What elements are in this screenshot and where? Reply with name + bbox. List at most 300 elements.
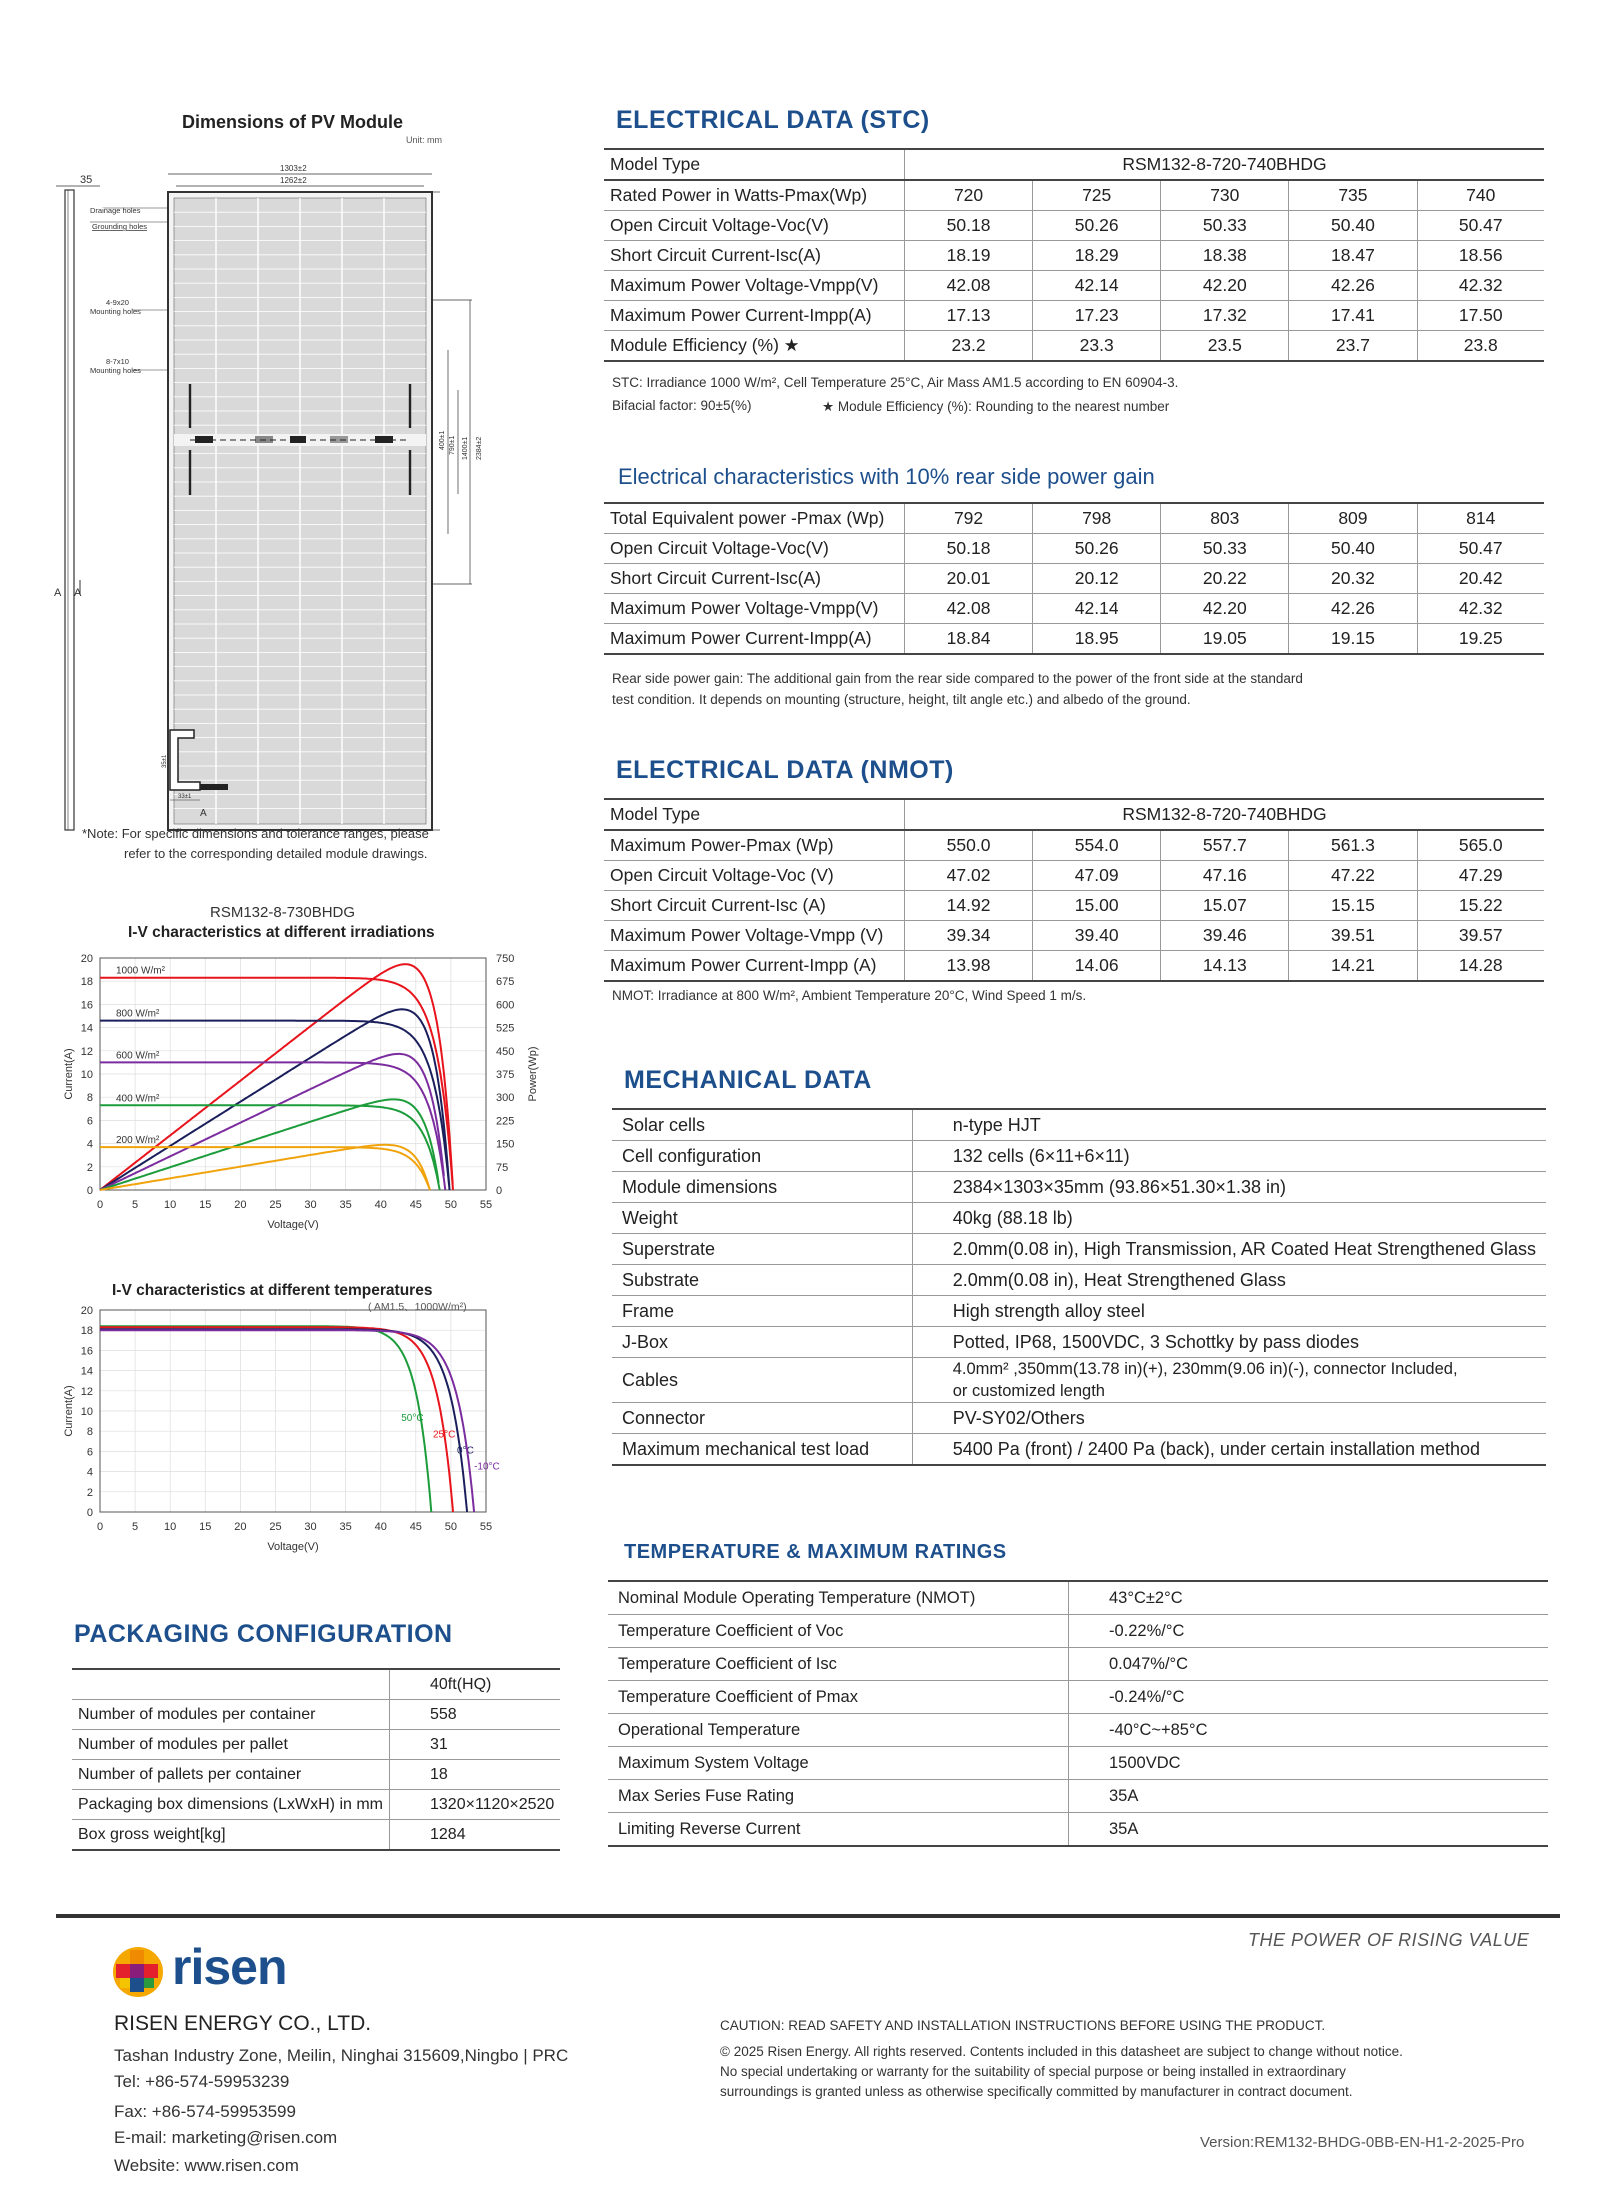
mech-row-value: 2.0mm(0.08 in), Heat Strengthened Glass [912,1265,1546,1296]
temp-row-label: Temperature Coefficient of Pmax [608,1681,1069,1714]
rear-row [604,624,1544,655]
chart-temp-subtitle: ( AM1.5、1000W/m²) [368,1301,467,1313]
mech-row [612,1172,1546,1203]
x-tick-label: 0 [96,1199,104,1211]
rear-cell: 20.32 [1289,564,1417,594]
y2-tick-label: 375 [496,1069,515,1081]
x-tick-label: 40 [374,1199,387,1211]
dimension-note-2: refer to the corresponding detailed module drawings. [124,846,428,861]
rear-cell: 42.20 [1161,594,1289,624]
mech-row-value: 2384×1303×35mm (93.86×51.30×1.38 in) [912,1172,1546,1203]
x-tick-label: 30 [304,1199,317,1211]
mech-row [612,1403,1546,1434]
iv-curve-1 [100,1327,456,1512]
stc-cell: 50.26 [1033,211,1161,241]
stc-row [604,241,1544,271]
y-tick-label: 12 [80,1045,93,1058]
risen-logo-wordmark: risen [172,1939,287,1995]
stc-row [604,211,1544,241]
footer-company: RISEN ENERGY CO., LTD. [114,2012,372,2035]
rear-row [604,594,1544,624]
y2-tick-label: 300 [496,1092,515,1105]
stc-cell: 17.50 [1417,301,1544,331]
temp-title: TEMPERATURE & MAXIMUM RATINGS [624,1541,1007,1563]
y2-tick-label: 600 [496,999,515,1012]
stc-cell: 17.41 [1289,301,1417,331]
stc-cell: 42.26 [1289,271,1417,301]
rear-cell: 50.26 [1033,534,1161,564]
nmot-title: ELECTRICAL DATA (NMOT) [616,756,954,784]
x-axis-label: Voltage(V) [267,1541,319,1553]
nmot-cell: 39.51 [1289,921,1417,951]
x-tick-label: 50 [444,1521,458,1533]
temp-row-value: 43°C±2°C [1069,1581,1549,1615]
mech-row [612,1234,1546,1265]
y2-tick-label: 75 [496,1161,509,1174]
stc-cell: 23.2 [905,331,1033,362]
module-drawing [40,150,500,850]
packaging-row: Packaging box dimensions (LxWxH) in mm 1320×1120×2520 [72,1790,560,1820]
footer-version: Version:REM132-BHDG-0BB-EN-H1-2-2025-Pro [1200,2134,1525,2151]
rear-cell: 18.95 [1033,624,1161,655]
dim-790: 790±1 [449,435,456,455]
y-tick-label: 18 [80,976,93,989]
y-axis-label: Current(A) [63,1048,75,1100]
stc-cell: 50.40 [1289,211,1417,241]
stc-cell: 50.47 [1417,211,1544,241]
y-tick-label: 14 [80,1022,93,1035]
mech-row-label: Cell configuration [612,1141,912,1172]
y2-tick-label: 675 [496,976,515,989]
stc-cell: 720 [905,180,1033,211]
y2-tick-label: 525 [496,1022,515,1035]
temperature-label: 0°C [457,1445,474,1457]
dim-1400: 1400±1 [462,436,469,460]
mech-row-value: PV-SY02/Others [912,1403,1546,1434]
nmot-table [604,798,1544,982]
dimensions-unit: Unit: mm [406,135,442,145]
nmot-cell: 14.28 [1417,951,1544,982]
x-tick-label: 25 [269,1199,282,1211]
rear-row-label: Maximum Power Voltage-Vmpp(V) [604,594,905,624]
temp-row-label: Nominal Module Operating Temperature (NMOT) [608,1581,1069,1615]
rear-cell: 792 [905,503,1033,534]
rear-cell: 20.22 [1161,564,1289,594]
temperature-label: 50°C [401,1413,424,1425]
temp-row [608,1581,1548,1615]
mech-row-label: Connector [612,1403,912,1434]
x-tick-label: 55 [479,1521,493,1533]
dimension-note-1: *Note: For specific dimensions and tolerance ranges, please [82,826,429,841]
stc-cell: 18.38 [1161,241,1289,271]
x-tick-label: 10 [164,1199,177,1211]
nmot-cell: 39.46 [1161,921,1289,951]
stc-row [604,271,1544,301]
stc-cell: 42.14 [1033,271,1161,301]
stc-table [604,148,1544,362]
x-tick-label: 0 [96,1521,104,1533]
profile-height: 35±1 [162,754,168,768]
stc-cell: 18.47 [1289,241,1417,271]
temp-row-label: Max Series Fuse Rating [608,1780,1069,1813]
stc-cell: 23.5 [1161,331,1289,362]
temp-row [608,1681,1548,1714]
y-tick-label: 12 [80,1385,93,1398]
nmot-model-label: Model Type [604,799,905,830]
stc-row-label: Maximum Power Current-Impp(A) [604,301,905,331]
footer-caution: CAUTION: READ SAFETY AND INSTALLATION INSTRUCTIONS BEFORE USING THE PRODUCT. [720,2018,1326,2033]
nmot-row [604,921,1544,951]
stc-cell: 23.3 [1033,331,1161,362]
y-tick-label: 20 [80,953,93,965]
stc-cell: 23.8 [1417,331,1544,362]
mech-row-label: Frame [612,1296,912,1327]
stc-cell: 17.23 [1033,301,1161,331]
mech-table [612,1108,1546,1466]
y2-tick-label: 450 [496,1045,515,1058]
temp-row-label: Maximum System Voltage [608,1747,1069,1780]
y-tick-label: 6 [86,1115,93,1128]
mech-row-value: 2.0mm(0.08 in), High Transmission, AR Coated Heat Strengthened Glass [912,1234,1546,1265]
mech-row-value: 132 cells (6×11+6×11) [912,1141,1546,1172]
rear-table [604,502,1544,655]
nmot-cell: 15.22 [1417,891,1544,921]
nmot-cell: 47.16 [1161,861,1289,891]
mech-row-value-line1: 4.0mm² ,350mm(13.78 in)(+), 230mm(9.06 in)(-), connector Included, [952,1360,1458,1378]
stc-cell: 50.18 [905,211,1033,241]
stc-cell: 17.13 [905,301,1033,331]
rear-cell: 803 [1161,503,1289,534]
mech-row-label: Superstrate [612,1234,912,1265]
irradiance-label: 1000 W/m² [116,965,165,977]
nmot-cell: 14.06 [1033,951,1161,982]
stc-cell: 23.7 [1289,331,1417,362]
nmot-cell: 47.22 [1289,861,1417,891]
x-tick-label: 50 [444,1199,458,1211]
y-tick-label: 8 [86,1426,93,1439]
mech-row-value [912,1358,1546,1403]
x-tick-label: 30 [304,1521,317,1533]
mech-row-value: 5400 Pa (front) / 2400 Pa (back), under certain installation method [912,1434,1546,1466]
stc-cell: 725 [1033,180,1161,211]
packaging-col-header: 40ft(HQ) [390,1669,561,1700]
y-tick-label: 16 [80,999,93,1012]
footer-copyright-3: surroundings is granted unless as otherwise specifically committed by manufacturer in contract document. [720,2084,1353,2099]
stc-model-label: Model Type [604,149,905,180]
dim-400: 400±1 [439,430,446,450]
frame-cross-section [160,720,250,820]
profile-width: 33±1 [178,794,192,800]
y-tick-label: 4 [86,1466,93,1479]
temp-row-label: Limiting Reverse Current [608,1813,1069,1847]
temp-row-label: Temperature Coefficient of Voc [608,1615,1069,1648]
rear-cell: 50.33 [1161,534,1289,564]
x-tick-label: 15 [199,1199,212,1211]
temp-row-value: 35A [1069,1813,1549,1847]
nmot-model-value: RSM132-8-720-740BHDG [905,799,1545,830]
rear-cell: 19.25 [1417,624,1544,655]
rear-cell: 19.15 [1289,624,1417,655]
y2-tick-label: 0 [496,1185,503,1197]
nmot-cell: 39.57 [1417,921,1544,951]
y2-tick-label: 225 [496,1115,515,1128]
chart-irradiations [40,940,550,1230]
mech-row-value: Potted, IP68, 1500VDC, 3 Schottky by pass diodes [912,1327,1546,1358]
x-tick-label: 45 [409,1521,422,1533]
stc-cell: 42.20 [1161,271,1289,301]
footer-email[interactable]: E-mail: marketing@risen.com [114,2128,338,2147]
stc-cell: 730 [1161,180,1289,211]
temp-row-label: Operational Temperature [608,1714,1069,1747]
section-label: A [200,808,207,819]
temp-row-value: -0.22%/°C [1069,1615,1549,1648]
packaging-row: Number of pallets per container 18 [72,1760,560,1790]
nmot-cell: 15.15 [1289,891,1417,921]
nmot-cell: 47.29 [1417,861,1544,891]
y-tick-label: 16 [80,1345,93,1358]
nmot-cell: 15.00 [1033,891,1161,921]
x-tick-label: 20 [234,1199,247,1211]
y-tick-label: 2 [86,1486,93,1499]
temp-row [608,1615,1548,1648]
chart-irr-title: I-V characteristics at different irradiations [128,924,435,941]
stc-model-value: RSM132-8-720-740BHDG [905,149,1545,180]
y-axis-label: Current(A) [63,1385,75,1437]
y-tick-label: 20 [80,1305,93,1317]
top-dim-1262: 1262±2 [280,176,307,185]
mech-row [612,1358,1546,1403]
y-tick-label: 14 [80,1365,93,1378]
stc-cell: 17.32 [1161,301,1289,331]
x-tick-label: 10 [164,1521,177,1533]
mech-row [612,1265,1546,1296]
nmot-row-label: Open Circuit Voltage-Voc (V) [604,861,905,891]
nmot-row [604,891,1544,921]
rear-row-label: Open Circuit Voltage-Voc(V) [604,534,905,564]
nmot-cell: 15.07 [1161,891,1289,921]
nmot-cell: 47.09 [1033,861,1161,891]
stc-cell: 42.32 [1417,271,1544,301]
y-tick-label: 10 [80,1069,93,1081]
temperature-label: 25°C [433,1429,456,1441]
nmot-cell: 14.21 [1289,951,1417,982]
y-tick-label: 6 [86,1446,93,1459]
x-tick-label: 45 [409,1199,422,1211]
mech-row-value: 40kg (88.18 lb) [912,1203,1546,1234]
frame-depth-label: 35 [80,174,93,186]
nmot-cell: 14.13 [1161,951,1289,982]
temp-table [608,1580,1548,1847]
packaging-title: PACKAGING CONFIGURATION [74,1620,453,1648]
rear-cell: 19.05 [1161,624,1289,655]
drainage-holes-label: Drainage holes [90,206,141,215]
footer-tel: Tel: +86-574-59953239 [114,2072,290,2091]
rear-row-label: Short Circuit Current-Isc(A) [604,564,905,594]
nmot-row-label: Maximum Power Voltage-Vmpp (V) [604,921,905,951]
temp-row-value: -40°C~+85°C [1069,1714,1549,1747]
stc-cell: 18.29 [1033,241,1161,271]
stc-row-label: Short Circuit Current-Isc(A) [604,241,905,271]
dimensions-title: Dimensions of PV Module [182,112,404,132]
mech-row-value: n-type HJT [912,1109,1546,1141]
irradiance-label: 600 W/m² [116,1050,160,1062]
top-dim-1303: 1303±2 [280,164,307,173]
mech-row-label: Cables [612,1358,912,1403]
x-tick-label: 20 [234,1521,247,1533]
x-tick-label: 35 [339,1521,352,1533]
nmot-cell: 565.0 [1417,830,1544,861]
nmot-row [604,951,1544,982]
chart-irr-model: RSM132-8-730BHDG [210,904,356,921]
packaging-row: Number of modules per container 558 [72,1700,560,1730]
stc-cell: 18.19 [905,241,1033,271]
temp-row-value: 1500VDC [1069,1747,1549,1780]
rear-row-label: Total Equivalent power -Pmax (Wp) [604,503,905,534]
stc-title: ELECTRICAL DATA (STC) [616,106,930,134]
packaging-row: Box gross weight[kg] 1284 [72,1820,560,1851]
rear-row [604,503,1544,534]
stc-row [604,331,1544,362]
temp-row-value: -0.24%/°C [1069,1681,1549,1714]
nmot-cell: 557.7 [1161,830,1289,861]
mech-row [612,1327,1546,1358]
x-tick-label: 5 [132,1199,139,1211]
y2-tick-label: 150 [496,1138,515,1151]
stc-note-2b: ★ Module Efficiency (%): Rounding to the nearest number [822,399,1170,414]
nmot-row-label: Short Circuit Current-Isc (A) [604,891,905,921]
mech-row [612,1141,1546,1172]
temp-row-value: 0.047%/°C [1069,1648,1549,1681]
mech-row [612,1203,1546,1234]
temp-row [608,1780,1548,1813]
temp-row-value: 35A [1069,1780,1549,1813]
y-tick-label: 0 [86,1185,93,1197]
stc-row [604,180,1544,211]
mech-row-value-line2: or customized length [952,1382,1105,1400]
footer-address: Tashan Industry Zone, Meilin, Ninghai 315609,Ningbo | PRC [114,2046,569,2065]
mech-row-label: J-Box [612,1327,912,1358]
x-tick-label: 55 [479,1199,493,1211]
nmot-cell: 13.98 [905,951,1033,982]
footer-copyright-1: © 2025 Risen Energy. All rights reserved. Contents included in this datasheet are subject to change without notice. [720,2044,1403,2059]
risen-logo-icon [110,1944,166,2000]
x-tick-label: 40 [374,1521,387,1533]
rear-cell: 20.01 [905,564,1033,594]
rear-cell: 50.47 [1417,534,1544,564]
rear-cell: 42.08 [905,594,1033,624]
stc-row-label: Maximum Power Voltage-Vmpp(V) [604,271,905,301]
nmot-cell: 550.0 [905,830,1033,861]
stc-cell: 50.33 [1161,211,1289,241]
y-tick-label: 0 [86,1507,93,1519]
x-tick-label: 15 [199,1521,212,1533]
nmot-cell: 554.0 [1033,830,1161,861]
mounting-holes-7x10: 8-7x10 Mounting holes [90,357,141,375]
dim-2384: 2384±2 [476,436,483,460]
stc-note-2a: Bifacial factor: 90±5(%) [612,398,752,413]
chart-temperatures [40,1298,520,1568]
stc-cell: 735 [1289,180,1417,211]
x-tick-label: 25 [269,1521,282,1533]
rear-row [604,534,1544,564]
stc-row-label: Open Circuit Voltage-Voc(V) [604,211,905,241]
x-axis-label: Voltage(V) [267,1219,319,1230]
mech-row [612,1296,1546,1327]
y-tick-label: 8 [86,1092,93,1105]
rear-cell: 814 [1417,503,1544,534]
mech-title: MECHANICAL DATA [624,1066,872,1094]
nmot-row-label: Maximum Power Current-Impp (A) [604,951,905,982]
y-tick-label: 4 [86,1138,93,1151]
footer-rule [56,1914,1560,1918]
y-tick-label: 10 [80,1406,93,1418]
rear-note-1: Rear side power gain: The additional gain from the rear side compared to the power of the front side at the standard [612,671,1303,686]
stc-note-1: STC: Irradiance 1000 W/m², Cell Temperature 25°C, Air Mass AM1.5 according to EN 60904-3. [612,375,1179,390]
rear-note-2: test condition. It depends on mounting (structure, height, tilt angle etc.) and albedo of the ground. [612,692,1191,707]
rear-title: Electrical characteristics with 10% rear side power gain [618,464,1155,489]
iv-curve-0 [100,1326,431,1512]
y2-tick-label: 750 [496,953,515,965]
stc-cell: 42.08 [905,271,1033,301]
nmot-note: NMOT: Irradiance at 800 W/m², Ambient Temperature 20°C, Wind Speed 1 m/s. [612,988,1087,1003]
nmot-row [604,830,1544,861]
nmot-cell: 14.92 [905,891,1033,921]
stc-row [604,301,1544,331]
temperature-label: -10°C [474,1461,500,1473]
mech-row-label: Solar cells [612,1109,912,1141]
nmot-cell: 39.34 [905,921,1033,951]
footer-website[interactable]: Website: www.risen.com [114,2156,299,2175]
stc-row-label: Rated Power in Watts-Pmax(Wp) [604,180,905,211]
rear-cell: 42.14 [1033,594,1161,624]
rear-cell: 20.42 [1417,564,1544,594]
x-tick-label: 5 [132,1521,139,1533]
mech-row-label: Maximum mechanical test load [612,1434,912,1466]
mech-row-label: Substrate [612,1265,912,1296]
irradiance-label: 800 W/m² [116,1008,160,1020]
mech-row [612,1434,1546,1466]
temp-row [608,1813,1548,1847]
y-tick-label: 18 [80,1325,93,1338]
rear-row-label: Maximum Power Current-Impp(A) [604,624,905,655]
rear-cell: 20.12 [1033,564,1161,594]
mech-row-label: Module dimensions [612,1172,912,1203]
y-tick-label: 2 [86,1161,93,1174]
rear-cell: 18.84 [905,624,1033,655]
mounting-holes-9x20: 4-9x20 Mounting holes [90,298,141,316]
nmot-cell: 561.3 [1289,830,1417,861]
x-tick-label: 35 [339,1199,352,1211]
stc-cell: 18.56 [1417,241,1544,271]
rear-cell: 809 [1289,503,1417,534]
chart-temp-title: I-V characteristics at different temperatures [112,1282,433,1299]
rear-cell: 798 [1033,503,1161,534]
temp-row [608,1648,1548,1681]
irradiance-label: 200 W/m² [116,1135,160,1147]
irradiance-label: 400 W/m² [116,1093,160,1105]
temp-row [608,1714,1548,1747]
mech-row [612,1109,1546,1141]
section-a-left: A [54,587,62,599]
temp-row-label: Temperature Coefficient of Isc [608,1648,1069,1681]
footer-tagline: THE POWER OF RISING VALUE [1248,1930,1530,1950]
rear-cell: 50.18 [905,534,1033,564]
section-a-right: A [74,587,82,599]
footer-copyright-2: No special undertaking or warranty for the suitability of special purpose or being installed in extraordinary [720,2064,1346,2079]
stc-cell: 740 [1417,180,1544,211]
rear-cell: 50.40 [1289,534,1417,564]
footer-fax: Fax: +86-574-59953599 [114,2102,296,2121]
